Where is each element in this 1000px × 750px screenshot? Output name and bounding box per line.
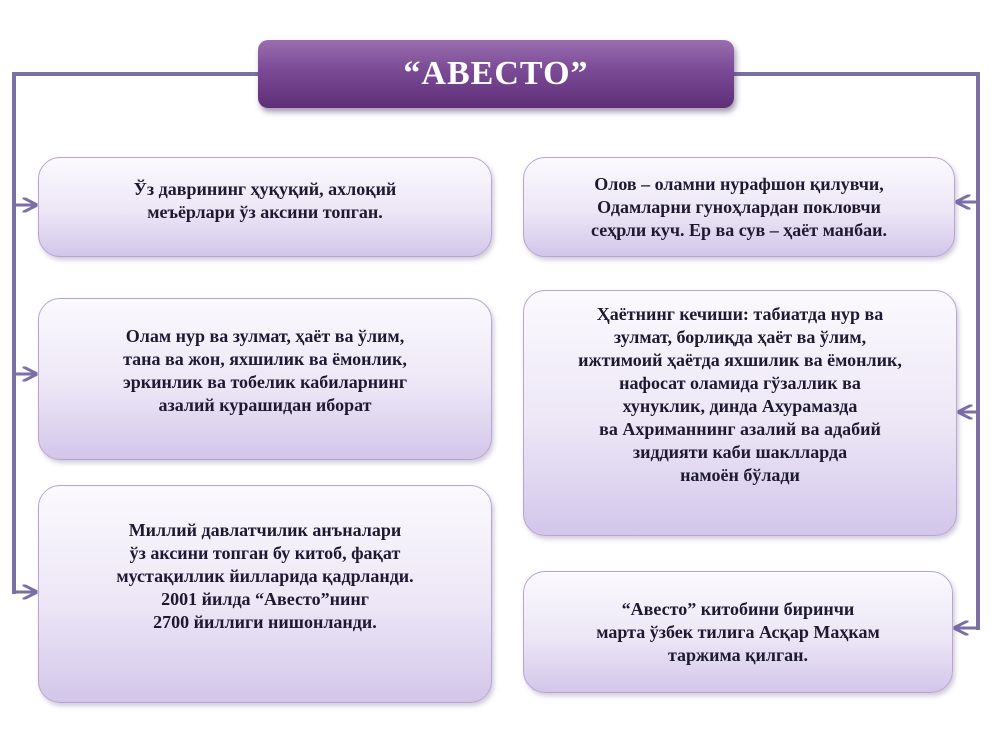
right-box-text: “Авесто” китобини биринчи марта ўзбек тилига Асқар Маҳкам таржима қилган. (596, 598, 880, 665)
right-box-life-course (523, 290, 957, 536)
left-box-text: Олам нур ва зулмат, ҳаёт ва ўлим, тана ва жон, яхшилик ва ёмонлик, эркинлик ва тобелик кабиларнинг азалий курашидан иборат (122, 326, 408, 415)
title-box (258, 40, 734, 108)
left-box-text: Миллий давлатчилик анъналари ўз аксини топган бу китоб, фақат мустақиллик йилларида қадрланди. 2001 йилда “Авесто”нинг 2700 йиллиги нишонланди. (116, 519, 414, 632)
right-box-translation (523, 571, 953, 693)
right-box-text: Олов – оламни нурафшон қилувчи, Одамларни гуноҳлардан покловчи сеҳрли куч. Ер ва сув – ҳаёт манбаи. (591, 173, 887, 240)
right-box-text: Ҳаётнинг кечиши: табиатда нур ва зулмат, борлиқда ҳаёт ва ўлим, ижтимоий ҳаётда яхшилик ва ёмонлик, нафосат оламида гўзаллик ва хунуклик, динда Ахурамазда ва Ахриманнинг азалий ва адабий зиддияти каби шаклларда намоён бўлади (578, 304, 902, 485)
right-box-fire (523, 157, 955, 257)
left-box-legal-norms (38, 157, 492, 257)
left-box-text: Ўз даврининг ҳуқуқий, ахлоқий меъёрлари ўз аксини топган. (133, 179, 397, 222)
page-title: “АВЕСТО” (403, 55, 589, 92)
left-box-statehood (38, 485, 492, 703)
left-box-eternal-struggle (38, 298, 492, 460)
